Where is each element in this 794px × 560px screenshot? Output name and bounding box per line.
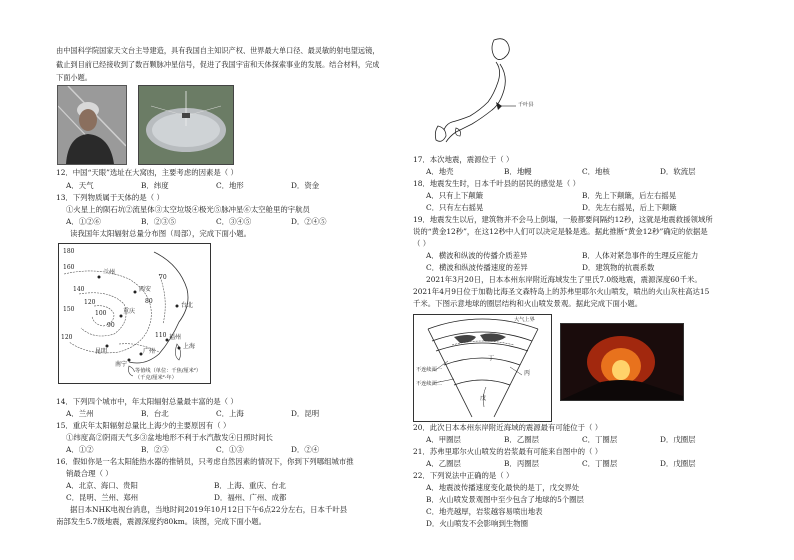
- contour-label: 160: [63, 264, 75, 271]
- option[interactable]: A．兰州: [66, 409, 94, 418]
- city-label: 昆明: [95, 348, 108, 355]
- q18-options: [426, 191, 738, 201]
- option[interactable]: D．建筑物的抗震系数: [582, 263, 655, 272]
- q20-options: [426, 435, 738, 445]
- map-legend: 等值线（单位：千焦/厘米²）: [135, 368, 202, 374]
- option[interactable]: B．②③⑤: [141, 217, 176, 226]
- q14-stem: 14．下列四个城市中，年太阳辐射总量最丰富的是（ ）: [56, 397, 238, 406]
- option[interactable]: C．③④⑤: [216, 217, 252, 226]
- scientist-photo: [57, 85, 127, 165]
- option[interactable]: C．只有左右摇晃: [426, 203, 484, 212]
- contour-label: 100: [95, 310, 107, 317]
- q19-stem-cont2: （ ）: [413, 239, 431, 248]
- option[interactable]: D．戊圈层: [660, 459, 696, 468]
- q16-options-2: [66, 493, 362, 503]
- option[interactable]: A．只有上下颠簸: [426, 191, 484, 200]
- intro-quake: 据日本NHK电视台消息，当地时间2019年10月12日下午6点22分左右，日本千叶县: [70, 505, 348, 514]
- option[interactable]: D．②④: [291, 445, 320, 454]
- option[interactable]: D．火山喷发不会影响到生物圈: [426, 519, 529, 528]
- option[interactable]: B．②③: [141, 445, 169, 454]
- q19-stem: 19．地震发生以后，建筑物并不会马上倒塌，一般都要间隔约12秒，这就是地震救援领域所: [413, 215, 713, 224]
- option[interactable]: C．丁圈层: [582, 459, 618, 468]
- contour-label: 120: [84, 299, 96, 306]
- option[interactable]: A．横波和纵波的传播介质差异: [426, 251, 528, 260]
- layer-label: 不连续面一: [416, 367, 442, 373]
- q13-options: [66, 217, 366, 227]
- layer-label: 丙: [524, 370, 531, 377]
- option[interactable]: B．台北: [141, 409, 169, 418]
- map-caption: （千克/厘米²·年）: [135, 375, 177, 381]
- option[interactable]: A．北京、海口、贵阳: [66, 481, 138, 490]
- option[interactable]: D．②④⑤: [291, 217, 327, 226]
- option[interactable]: B．先上下颠簸，后左右摇晃: [582, 191, 677, 200]
- option[interactable]: C．昆明、兰州、郑州: [66, 493, 139, 502]
- city-label: 南宁: [115, 361, 128, 368]
- q16-options: [66, 481, 362, 491]
- contour-label: 180: [63, 248, 75, 255]
- layer-label: 丁: [488, 355, 495, 362]
- option[interactable]: D．软流层: [660, 167, 696, 176]
- option[interactable]: A．甲圈层: [426, 435, 461, 444]
- option[interactable]: A．乙圈层: [426, 459, 461, 468]
- layer-label: 大气上界: [514, 317, 535, 323]
- q18-stem: 18．地震发生时，日本千叶县的居民的感觉是（ ）: [413, 179, 580, 188]
- option[interactable]: D．戊圈层: [660, 435, 696, 444]
- earth-layers-diagram: [413, 314, 552, 422]
- contour-label: 120: [61, 334, 73, 341]
- city-label: 西安: [139, 286, 152, 293]
- solar-radiation-map: [58, 243, 211, 384]
- contour-label: 90: [107, 322, 115, 329]
- intro-quake-cont: 南部发生5.7级地震，震源深度约80km。读图，完成下面小题。: [56, 517, 267, 526]
- q15-options: [66, 445, 366, 455]
- contour-label: 140: [73, 286, 85, 293]
- option[interactable]: B．丙圈层: [504, 459, 539, 468]
- volcano-eruption-photo: [560, 323, 684, 401]
- q12-options: [66, 181, 366, 191]
- intro-volcano-cont2: 千米。下图示意地球的圈层结构和火山喷发景观。据此完成下面小题。: [413, 299, 643, 308]
- option[interactable]: C．丁圈层: [582, 435, 618, 444]
- q19-stem-cont: 说的“黄金12秒”，在这12秒中人们可以决定是躲是逃。据此推断“黄金12秒”确定的依据是: [413, 227, 708, 236]
- option[interactable]: D．资金: [291, 181, 320, 190]
- intro-volcano-cont: 2021年4月9日位于加勒比海圣文森特岛上的苏弗里耶尔火山喷发，喷出的火山灰柱高达15: [413, 287, 710, 296]
- city-label: 广州: [143, 348, 156, 355]
- option[interactable]: B．地幔: [504, 167, 532, 176]
- japan-map: [432, 36, 534, 147]
- option[interactable]: C．地核: [582, 167, 610, 176]
- q19-options-2: [426, 263, 738, 273]
- q19-options: [426, 251, 738, 261]
- option[interactable]: D．福州、广州、成都: [214, 493, 287, 502]
- contour-label: 70: [159, 274, 167, 281]
- q20-stem: 20．此次日本本州东岸附近海域的震源最有可能位于（ ）: [413, 423, 603, 432]
- option[interactable]: B．人体对紧急事件的生理反应能力: [582, 251, 699, 260]
- option[interactable]: C．地壳越厚，岩浆越容易喷出地表: [426, 507, 543, 516]
- q15-items: ①纬度高②阴雨天气多③盆地地形不利于水汽散发④日照时间长: [66, 433, 273, 442]
- contour-label: 110: [155, 332, 167, 339]
- q15-stem: 15．重庆年太阳辐射总量比上海少的主要原因有（ ）: [56, 421, 231, 430]
- layer-label: 不连续面二: [416, 381, 442, 387]
- option[interactable]: C．地形: [216, 181, 244, 190]
- option[interactable]: C．上海: [216, 409, 244, 418]
- option[interactable]: A．①②: [66, 445, 94, 454]
- intro-volcano: 2021年3月20日，日本本州东岸附近海域发生了里氏7.0级地震，震源深度60千米。: [426, 275, 702, 284]
- contour-label: 150: [63, 306, 75, 313]
- option[interactable]: B．纬度: [141, 181, 169, 190]
- option[interactable]: B．上海、重庆、台北: [214, 481, 286, 490]
- q21-options: [426, 459, 738, 469]
- q14-options: [66, 409, 366, 419]
- option[interactable]: A．①②⑥: [66, 217, 101, 226]
- option[interactable]: D．先左右摇晃，后上下颠簸: [582, 203, 677, 212]
- city-label: 台北: [181, 302, 194, 309]
- city-label: 上海: [183, 343, 196, 350]
- city-label: 重庆: [123, 308, 136, 315]
- option[interactable]: C．横波和纵波传播速度的差异: [426, 263, 528, 272]
- option[interactable]: A．天气: [66, 181, 94, 190]
- layer-label: 戊: [480, 395, 487, 402]
- city-label: 福州: [169, 334, 182, 341]
- q17-stem: 17．本次地震，震源位于（ ）: [413, 155, 514, 164]
- city-label: 兰州: [103, 269, 116, 276]
- option[interactable]: B．火山喷发景观图中至少包含了地球的5个圈层: [426, 495, 584, 504]
- q16-stem-cont: 销最合理（ ）: [66, 469, 113, 478]
- option[interactable]: A．地震波传播速度变化最快的是丁，戊交界处: [426, 483, 580, 492]
- contour-label: 80: [145, 298, 153, 305]
- japan-label: 千叶县: [518, 102, 534, 108]
- q18-options-2: [426, 203, 738, 213]
- intro-fast: 由中国科学院国家天文台主导建造，具有我国自主知识产权、世界最大单口径、最灵敏的射电望远镜，截止到目前已经接收到了数百颗脉冲星信号，促进了我国宇宙和天体探索事业的发展。结合材料，完成下面小题。: [56, 46, 380, 82]
- option[interactable]: A．地壳: [426, 167, 454, 176]
- q22-stem: 22．下列说法中正确的是（ ）: [413, 471, 514, 480]
- option[interactable]: C．①③: [216, 445, 244, 454]
- option[interactable]: D．昆明: [291, 409, 320, 418]
- intro-solar: 读我国年太阳辐射总量分布图（局部），完成下面小题。: [70, 229, 252, 238]
- q21-stem: 21．苏弗里耶尔火山喷发的岩浆最有可能来自图中的（ ）: [413, 447, 603, 456]
- q16-stem: 16．假如你是一名太阳能热水器的推销员，只考虑自然因素的情况下，你到下列哪组城市推: [56, 457, 354, 466]
- q13-items: ①火星上的陨石坑②流星体③太空垃圾④极光⑤脉冲星⑥太空舱里的宇航员: [66, 205, 310, 214]
- q17-options: [426, 167, 738, 177]
- option[interactable]: B．乙圈层: [504, 435, 539, 444]
- fast-telescope-photo: [138, 85, 234, 165]
- q12-stem: 12．中国“天眼”选址在大窝凼，主要考虑的因素是（ ）: [56, 168, 238, 177]
- q13-stem: 13．下列物质属于天体的是（ ）: [56, 193, 164, 202]
